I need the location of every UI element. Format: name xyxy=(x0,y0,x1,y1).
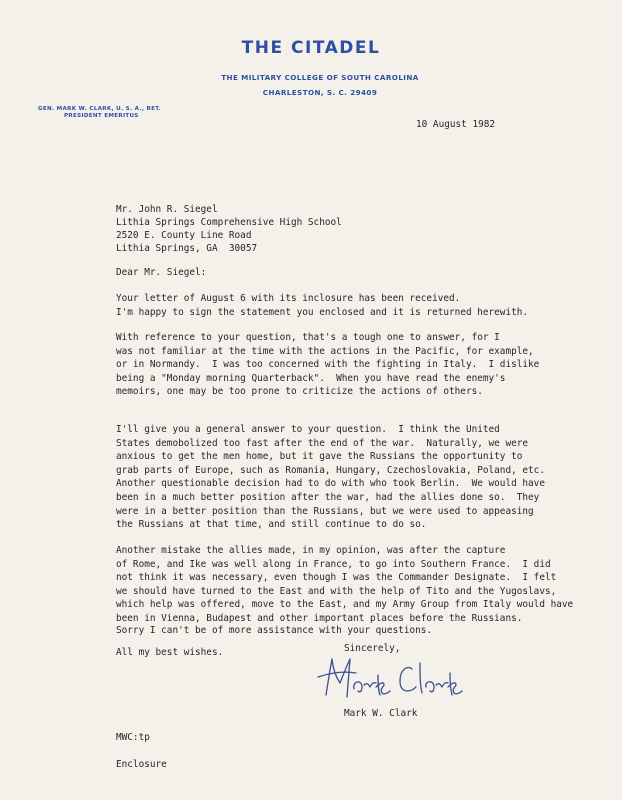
letterhead-subtitle: THE MILITARY COLLEGE OF SOUTH CAROLINA xyxy=(221,73,419,82)
paragraph-2: With reference to your question, that's a tough one to answer, for I was not familiar at the time with the actions in the Pacific, for example, or in Normandy. I was too concerned with the fighting in Italy. I dislike being a "Monday morning Quarterback". When you have read the enemy's memoirs, one may be too prone to criticize the actions of others. xyxy=(116,332,540,398)
enclosure-note: Enclosure xyxy=(116,759,167,770)
sender-name: GEN. MARK W. CLARK, U. S. A., RET. xyxy=(38,106,161,112)
closing: Sincerely, xyxy=(344,643,401,654)
paragraph-5: Sorry I can't be of more assistance with your questions. xyxy=(116,625,433,636)
typist-initials: MWC:tp xyxy=(116,732,150,743)
recipient-line: Lithia Springs Comprehensive High School xyxy=(116,217,342,228)
signature-name: Mark W. Clark xyxy=(344,708,418,719)
paragraph-4: Another mistake the allies made, in my opinion, was after the capture of Rome, and Ike was well along in France, to go into Southern France. I did not think it was necessary, even though I was the Commander Designate. I felt we should have turned to the East and with the help of Tito and the Yugoslavs, which help was offered, move to the East, and my Army Group from Italy would have been in Vienna, Budapest and other important places before the Russians. xyxy=(116,545,574,624)
recipient-line: 2520 E. County Line Road xyxy=(116,230,252,241)
paragraph-3: I'll give you a general answer to your question. I think the United States demobolized too fast after the end of the war. Naturally, we were anxious to get the men home, but it gave the Russians the opportunity to grab parts of Europe, such as Romania, Hungary, Czechoslovakia, Poland, etc. Another questionable decision had to do with who took Berlin. We would have been in a much better position after the war, had the allies done so. They were in a better position than the Russians, but we were used to appeasing the Russians at that time, and still continue to do so. xyxy=(116,424,545,531)
recipient-line: Mr. John R. Siegel xyxy=(116,204,218,215)
paragraph-6: All my best wishes. xyxy=(116,647,224,658)
recipient-line: Lithia Springs, GA 30057 xyxy=(116,243,258,254)
sender-role: PRESIDENT EMERITUS xyxy=(64,113,139,119)
letter-date: 10 August 1982 xyxy=(416,119,496,130)
paragraph-1: Your letter of August 6 with its inclosure has been received. I'm happy to sign the statement you enclosed and it is returned herewith. xyxy=(116,293,529,318)
letterhead-address: CHARLESTON, S. C. 29409 xyxy=(262,88,378,97)
letterhead-title: THE CITADEL xyxy=(241,38,381,58)
salutation: Dear Mr. Siegel: xyxy=(116,267,207,278)
handwritten-signature xyxy=(316,655,464,705)
